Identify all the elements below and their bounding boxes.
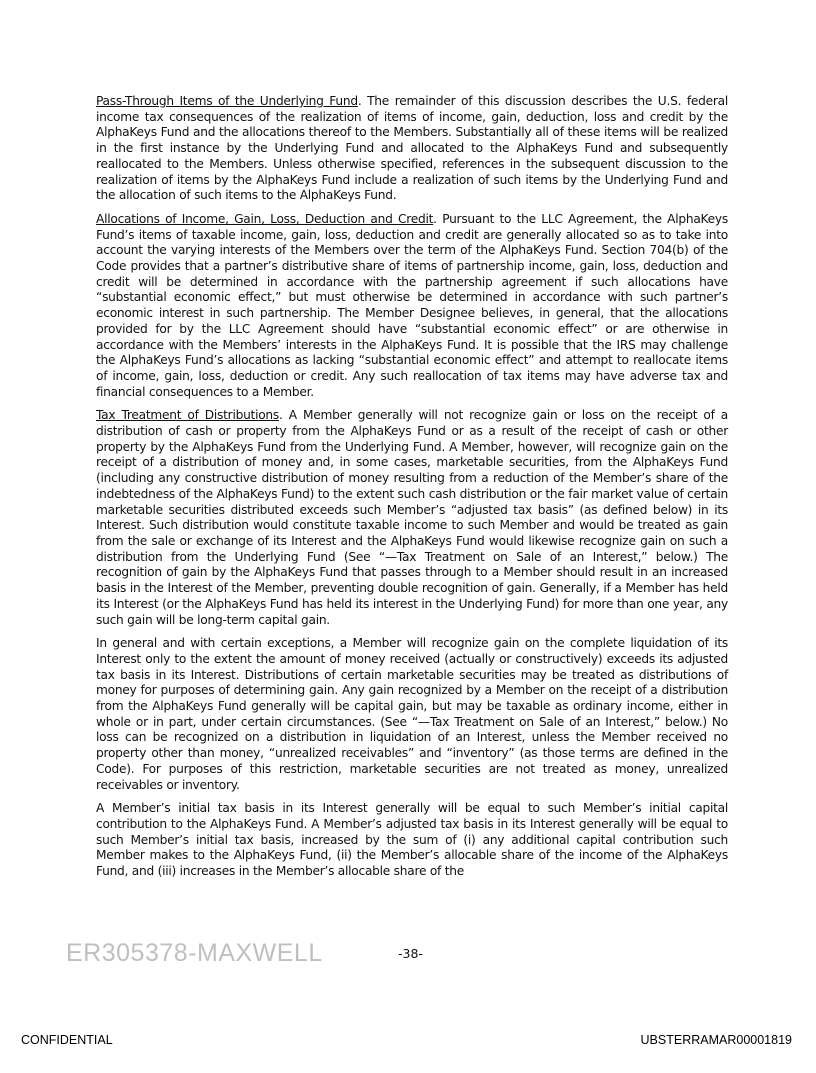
section-heading: Tax Treatment of Distributions	[96, 408, 279, 423]
paragraph-text: . Pursuant to the LLC Agreement, the AlphaKeys Fund’s items of taxable income, gain, loss, deduction and credit are generally allocated so as to take into account the varying interests of the Members over the term of the AlphaKeys Fund. Section 704(b) of the Code provides that a partner’s distributive share of items of partnership income, gain, loss, deduction and credit will be determined in accordance with the partnership agreement if such allocations have “substantial economic effect,” but must otherwise be determined in accordance with such partner’s economic interest in such partnership. The Member Designee believes, in general, that the allocations provided for by the LLC Agreement should have “substantial economic effect” or are otherwise in accordance with the Members’ interests in the AlphaKeys Fund. It is possible that the IRS may challenge the AlphaKeys Fund’s allocations as lacking “substantial economic effect” and attempt to reallocate items of income, gain, loss, deduction or credit. Any such reallocation of tax items may have adverse tax and financial consequences to a Member.	[96, 211, 728, 399]
paragraph-text: In general and with certain exceptions, a Member will recognize gain on the complete liquidation of its Interest only to the extent the amount of money received (actually or constructively) exceeds its adjusted tax basis in its Interest. Distributions of certain marketable securities may be treated as distributions of money for purposes of determining gain. Any gain recognized by a Member on the receipt of a distribution from the AlphaKeys Fund generally will be capital gain, but may be taxable as ordinary income, either in whole or in part, under certain circumstances. (See “—Tax Treatment on Sale of an Interest,” below.) No loss can be recognized on a distribution in liquidation of an Interest, unless the Member received no property other than money, “unrealized receivables” and “inventory” (as those terms are defined in the Code). For purposes of this restriction, marketable securities are not treated as money, unrealized receivables or inventory.	[96, 636, 728, 792]
section-heading: Allocations of Income, Gain, Loss, Deduction and Credit	[96, 211, 434, 226]
paragraph-tax-basis	[96, 801, 728, 880]
paragraph-text: A Member’s initial tax basis in its Interest generally will be equal to such Member’s initial capital contribution to the AlphaKeys Fund. A Member’s adjusted tax basis in its Interest generally will be equal to such Member’s initial tax basis, increased by the sum of (i) any additional capital contribution such Member makes to the AlphaKeys Fund, (ii) the Member’s allocable share of the income of the AlphaKeys Fund, and (iii) increases in the Member’s allocable share of the	[96, 801, 728, 879]
paragraph-text: . A Member generally will not recognize gain or loss on the receipt of a distribution of cash or property from the AlphaKeys Fund or as a result of the receipt of cash or other property by the AlphaKeys Fund from the Underlying Fund. A Member, however, will recognize gain on the receipt of a distribution of money and, in some cases, marketable securities, from the AlphaKeys Fund (including any constructive distribution of money resulting from a reduction of the Member’s share of the indebtedness of the AlphaKeys Fund) to the extent such cash distribution or the fair market value of certain marketable securities distributed exceeds such Member’s “adjusted tax basis” (as defined below) in its Interest. Such distribution would constitute taxable income to such Member and would be treated as gain from the sale or exchange of its Interest and the AlphaKeys Fund would likewise recognize gain on such a distribution from the Underlying Fund (See “—Tax Treatment on Sale of an Interest,” below.) The recognition of gain by the AlphaKeys Fund that passes through to a Member should result in an increased basis in the Interest of the Member, preventing double recognition of gain. Generally, if a Member has held its Interest (or the AlphaKeys Fund has held its interest in the Underlying Fund) for more than one year, any such gain will be long-term capital gain.	[96, 408, 728, 627]
section-heading: Pass-Through Items of the Underlying Fund	[96, 94, 358, 108]
paragraph-pass-through	[96, 94, 728, 204]
paragraph-liquidation	[96, 636, 728, 793]
paragraph-text: . The remainder of this discussion describes the U.S. federal income tax consequences of the realization of items of income, gain, deduction, loss and credit by the AlphaKeys Fund and the allocations thereof to the Members. Substantially all of these items will be realized in the first instance by the Underlying Fund and allocated to the AlphaKeys Fund and subsequently reallocated to the Members. Unless otherwise specified, references in the subsequent discussion to the realization of items by the AlphaKeys Fund include a realization of such items by the Underlying Fund and the allocation of such items to the AlphaKeys Fund.	[96, 94, 728, 203]
confidential-label: CONFIDENTIAL	[21, 1033, 113, 1047]
document-id: UBSTERRAMAR00001819	[640, 1033, 792, 1047]
bates-stamp: ER305378-MAXWELL	[66, 939, 323, 967]
page-number: -38-	[398, 946, 423, 961]
document-body	[96, 94, 728, 888]
paragraph-allocations	[96, 212, 728, 400]
paragraph-distributions	[96, 408, 728, 628]
